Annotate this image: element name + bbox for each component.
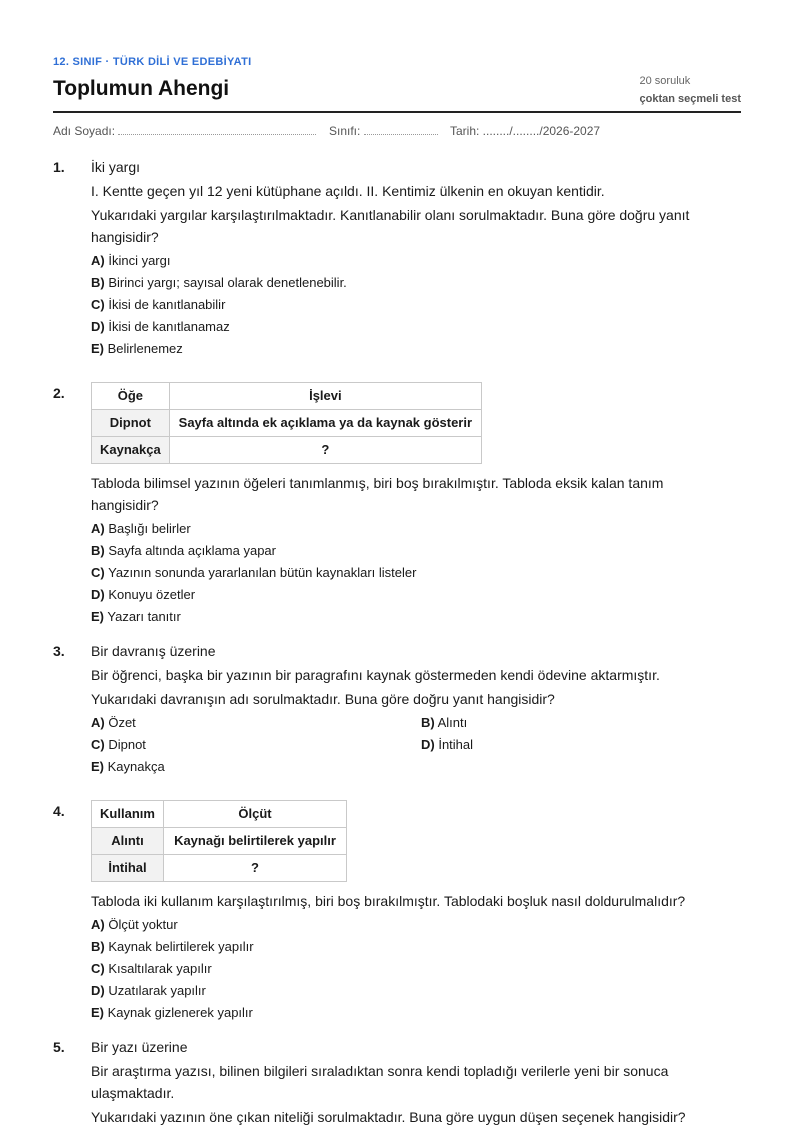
option-b[interactable]: B) Kaynak belirtilerek yapılır xyxy=(91,939,254,954)
name-field[interactable] xyxy=(53,124,316,138)
question-number: 4. xyxy=(53,803,65,819)
option-c[interactable]: C) Kısaltılarak yapılır xyxy=(91,961,212,976)
name-blank xyxy=(118,124,316,135)
page-title: Toplumun Ahengi xyxy=(53,77,230,100)
question-text: Yukarıdaki yargılar karşılaştırılmaktadır. Kanıtlanabilir olanı sorulmaktadır. Buna göre doğru yanıt hangisidir? xyxy=(91,207,690,245)
option-a[interactable]: A) Ölçüt yoktur xyxy=(91,917,178,932)
option-d[interactable]: D) İntihal xyxy=(421,737,474,752)
table-row xyxy=(92,855,347,882)
header-divider xyxy=(53,111,741,113)
option-e[interactable]: E) Belirlenemez xyxy=(91,341,183,356)
question-stem: Bir öğrenci, başka bir yazının bir paragrafını kaynak göstermeden kendi ödevine aktarmıştır. xyxy=(91,667,660,683)
test-meta xyxy=(640,72,742,108)
comparison-table xyxy=(91,800,347,882)
option-a[interactable]: A) İkinci yargı xyxy=(91,253,171,268)
option-b[interactable]: B) Sayfa altında açıklama yapar xyxy=(91,543,276,558)
date-field[interactable]: Tarih: ......../......../2026-2027 xyxy=(450,124,601,138)
question-number: 2. xyxy=(53,385,65,401)
question-count: 20 soruluk xyxy=(639,75,691,87)
subject-label: 12. SINIF · TÜRK DİLİ VE EDEBİYATI xyxy=(53,56,252,68)
table-row xyxy=(92,437,482,464)
table-header: Ölçüt xyxy=(164,801,347,828)
table-row xyxy=(92,828,347,855)
question-text: Tabloda iki kullanım karşılaştırılmış, biri boş bırakılmıştır. Tablodaki boşluk nasıl doldurulmalıdır? xyxy=(91,893,686,909)
table-cell: Sayfa altında ek açıklama ya da kaynak gösterir xyxy=(169,410,481,437)
question-text: Yukarıdaki davranışın adı sorulmaktadır. Buna göre doğru yanıt hangisidir? xyxy=(91,691,555,707)
table-cell: İntihal xyxy=(92,855,164,882)
table-cell: Kaynakça xyxy=(92,437,170,464)
question-stem: Bir araştırma yazısı, bilinen bilgileri sıraladıktan sonra kendi topladığı verilerle yeni bir sonuca ulaşmaktadır. xyxy=(91,1063,669,1101)
table-header: İşlevi xyxy=(169,383,481,410)
option-a[interactable]: A) Özet xyxy=(91,715,136,730)
question-heading: Bir yazı üzerine xyxy=(91,1039,188,1055)
option-e[interactable]: E) Kaynak gizlenerek yapılır xyxy=(91,1005,253,1020)
question-text: Yukarıdaki yazının öne çıkan niteliği sorulmaktadır. Buna göre uygun düşen seçenek hangisidir? xyxy=(91,1109,686,1125)
question-number: 1. xyxy=(53,159,65,175)
question-heading: İki yargı xyxy=(91,159,141,175)
definition-table xyxy=(91,382,482,464)
table-row xyxy=(92,410,482,437)
question-number: 3. xyxy=(53,643,65,659)
test-type: çoktan seçmeli test xyxy=(639,93,741,105)
question-heading: Bir davranış üzerine xyxy=(91,643,216,659)
option-e[interactable]: E) Kaynakça xyxy=(91,759,165,774)
table-header: Kullanım xyxy=(92,801,164,828)
table-cell: Kaynağı belirtilerek yapılır xyxy=(164,828,347,855)
class-label: Sınıfı: xyxy=(329,124,361,138)
table-header: Öğe xyxy=(92,383,170,410)
question-number: 5. xyxy=(53,1039,65,1055)
option-d[interactable]: D) İkisi de kanıtlanamaz xyxy=(91,319,230,334)
table-cell: Dipnot xyxy=(92,410,170,437)
option-a[interactable]: A) Başlığı belirler xyxy=(91,521,191,536)
name-label: Adı Soyadı: xyxy=(53,124,116,138)
option-b[interactable]: B) Birinci yargı; sayısal olarak denetlenebilir. xyxy=(91,275,347,290)
table-cell: ? xyxy=(164,855,347,882)
option-d[interactable]: D) Uzatılarak yapılır xyxy=(91,983,206,998)
class-field[interactable] xyxy=(329,124,438,138)
option-c[interactable]: C) İkisi de kanıtlanabilir xyxy=(91,297,226,312)
option-c[interactable]: C) Yazının sonunda yararlanılan bütün kaynakları listeler xyxy=(91,565,417,580)
option-c[interactable]: C) Dipnot xyxy=(91,737,146,752)
option-d[interactable]: D) Konuyu özetler xyxy=(91,587,196,602)
question-text: Tabloda bilimsel yazının öğeleri tanımlanmış, biri boş bırakılmıştır. Tabloda eksik kalan tanım hangisidir? xyxy=(91,475,664,513)
table-cell: ? xyxy=(169,437,481,464)
table-cell: Alıntı xyxy=(92,828,164,855)
option-b[interactable]: B) Alıntı xyxy=(421,715,468,730)
option-e[interactable]: E) Yazarı tanıtır xyxy=(91,609,181,624)
class-blank xyxy=(364,124,438,135)
question-stem: I. Kentte geçen yıl 12 yeni kütüphane açıldı. II. Kentimiz ülkenin en okuyan kentidir. xyxy=(91,183,605,199)
